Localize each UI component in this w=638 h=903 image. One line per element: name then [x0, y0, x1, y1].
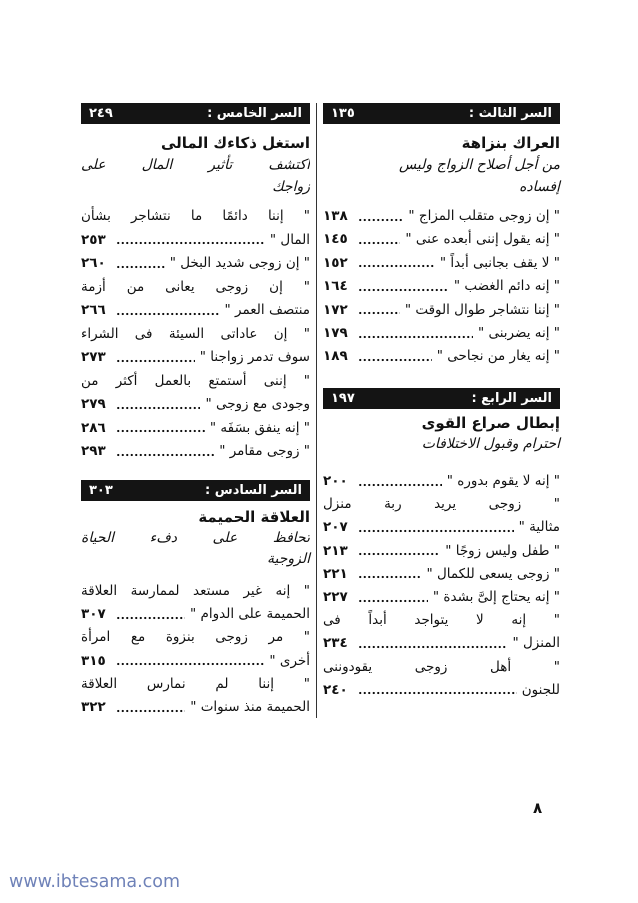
toc-entry: [323, 275, 560, 298]
toc-section: [323, 388, 560, 702]
dot-leader: [358, 258, 435, 268]
toc-entry: [81, 440, 310, 464]
toc-entry: [81, 580, 310, 626]
section-header-bar: [323, 388, 560, 409]
dot-leader: [116, 423, 205, 433]
toc-entry: [81, 370, 310, 417]
dot-leader: [116, 610, 185, 620]
entry-text-line: " مر زوجى بنزوة مع امرأة: [81, 629, 310, 646]
page-number: ٨: [533, 799, 543, 817]
dot-leader: [358, 235, 400, 245]
dot-leader: [358, 329, 473, 339]
toc-section: [81, 103, 310, 464]
section-subtitle-line: اكتشف تأثير المال على: [81, 157, 310, 173]
entry-text: " إن زوجى متقلب المزاج ": [408, 208, 560, 224]
entry-text: " إنه يحتاج إلىَّ بشدة ": [432, 588, 560, 605]
toc-entry: [81, 205, 310, 252]
section-header-page: ٢٤٩: [89, 106, 113, 121]
toc-entry: [323, 540, 560, 563]
toc-entries: [81, 580, 310, 719]
entry-page-number: ٢٨٦: [81, 419, 106, 436]
column-divider: [316, 103, 317, 718]
entry-text-line: " إن عاداتى السيئة فى الشراء: [81, 325, 310, 342]
dot-leader: [358, 593, 428, 603]
section-subtitle-line: من أجل أصلاح الزواج وليس: [399, 157, 560, 173]
section-header-page: ٣٠٣: [89, 483, 113, 498]
section-header-bar: [81, 103, 310, 124]
watermark-url: www.ibtesama.com: [9, 872, 181, 892]
entry-page-number: ٢٧٩: [81, 396, 106, 412]
entry-text: الحميمة منذ سنوات ": [190, 698, 310, 715]
entry-text: " إنه لا يقوم بدوره ": [446, 473, 560, 489]
section-header-label: السر الخامس :: [207, 106, 302, 121]
section-header-page: ١٣٥: [331, 106, 355, 121]
dot-leader: [358, 212, 403, 222]
section-header-bar: [323, 103, 560, 124]
section-title: العلاقة الحميمة: [198, 508, 310, 526]
entry-text: وجودى مع زوجى ": [205, 396, 310, 412]
toc-entry: [81, 252, 310, 276]
toc-entry: [323, 609, 560, 655]
entry-last-line: [323, 632, 560, 655]
dot-leader: [358, 546, 440, 556]
toc-entries: [81, 205, 310, 464]
entry-text-line: " إننا دائمًا ما نتشاجر بشأن: [81, 208, 310, 224]
entry-page-number: ٢٦٠: [81, 255, 106, 271]
section-header-label: السر الثالث :: [468, 106, 552, 121]
entry-last-line: [81, 650, 310, 673]
entry-page-number: ١٥٢: [323, 254, 348, 271]
entry-text: " إنه يضربنى ": [477, 324, 560, 341]
section-header-label: السر السادس :: [205, 483, 302, 498]
dot-leader: [116, 353, 195, 363]
toc-entry: [81, 673, 310, 719]
entry-page-number: ١٧٢: [323, 301, 348, 318]
entry-last-line: [323, 516, 560, 539]
dot-leader: [116, 447, 214, 457]
entry-page-number: ٢٠٧: [323, 519, 348, 536]
dot-leader: [358, 477, 442, 487]
section-subtitle-line: تحافظ على دفء الحياة: [81, 530, 310, 546]
entry-page-number: ٢١٣: [323, 542, 348, 559]
entry-page-number: ٢٧٣: [81, 349, 106, 365]
toc-entry: [81, 417, 310, 441]
entry-text-line: " إنه لا يتواجد أبداً فى: [323, 612, 560, 629]
entry-last-line: [81, 696, 310, 719]
entry-page-number: ٢٦٦: [81, 302, 106, 318]
entry-page-number: ٢٩٣: [81, 443, 106, 459]
entry-page-number: ٢٤٠: [323, 681, 348, 698]
entry-text-line: " إننا لم نمارس العلاقة: [81, 675, 310, 692]
entry-text-line: " أهل زوجى يقودوننى: [323, 658, 560, 675]
entry-text: " زوجى يسعى للكمال ": [426, 565, 560, 582]
entry-page-number: ١٧٩: [323, 324, 348, 341]
entry-last-line: [323, 679, 560, 702]
entry-text: " إن زوجى شديد البخل ": [169, 255, 310, 271]
entry-text: الحميمة على الدوام ": [190, 606, 310, 623]
dot-leader: [116, 306, 220, 316]
dot-leader: [116, 703, 185, 713]
section-subtitle-line: احترام وقبول الاختلافات: [421, 436, 560, 452]
section-title: العراك بنزاهة: [461, 134, 560, 152]
entry-page-number: ٣٢٢: [81, 698, 106, 715]
dot-leader: [358, 523, 514, 533]
dot-leader: [116, 656, 264, 666]
toc-entry: [323, 470, 560, 493]
entry-text-line: " إنه غير مستعد لممارسة العلاقة: [81, 583, 310, 599]
toc-section: [323, 103, 560, 369]
entry-page-number: ٣١٥: [81, 652, 106, 669]
dot-leader: [358, 569, 421, 579]
dot-leader: [358, 685, 517, 695]
entry-text: " إنه يغار من نجاحى ": [436, 348, 560, 365]
dot-leader: [116, 259, 165, 269]
entry-page-number: ٢٠٠: [323, 473, 348, 489]
entry-text-line: " زوجى يريد ربة منزل: [323, 496, 560, 513]
toc-entry: [323, 299, 560, 322]
entry-page-number: ٢٣٤: [323, 635, 348, 652]
entry-page-number: ٢٥٣: [81, 231, 106, 248]
entry-text: أخرى ": [269, 652, 310, 669]
entry-text: المنزل ": [512, 635, 560, 652]
entry-text: " طفل وليس زوجًا ": [445, 542, 560, 559]
entry-last-line: [81, 299, 310, 323]
entry-page-number: ١٤٥: [323, 231, 348, 248]
entry-text: " زوجى مقامر ": [219, 443, 310, 459]
toc-entries: [323, 205, 560, 369]
toc-entry: [323, 252, 560, 275]
entry-text-line: " إن زوجى يعانى من أزمة: [81, 278, 310, 295]
entry-text: " إنه يقول إننى أبعده عنى ": [405, 231, 560, 248]
section-subtitle-line: زواجك: [272, 179, 310, 195]
entry-text: " إنه ينفق بسَفَه ": [209, 419, 310, 436]
section-title: استغل ذكاءك المالى: [160, 134, 310, 152]
toc-section: [81, 480, 310, 719]
section-header-page: ١٩٧: [331, 391, 355, 406]
toc-entries: [323, 470, 560, 702]
entry-text: المال ": [269, 231, 310, 248]
toc-entry: [81, 276, 310, 323]
toc-entry: [323, 228, 560, 251]
dot-leader: [358, 639, 507, 649]
dot-leader: [116, 400, 200, 410]
toc-entry: [323, 493, 560, 539]
toc-entry: [323, 563, 560, 586]
entry-page-number: ٣٠٧: [81, 606, 106, 623]
toc-entry: [323, 205, 560, 228]
entry-last-line: [81, 393, 310, 417]
entry-page-number: ٢٢٧: [323, 588, 348, 605]
entry-text: مثالية ": [518, 519, 560, 536]
toc-entry: [323, 322, 560, 345]
entry-text: " إنه دائم الغضب ": [453, 278, 560, 295]
dot-leader: [116, 235, 265, 245]
section-header-label: السر الرابع :: [471, 391, 552, 406]
entry-page-number: ١٨٩: [323, 348, 348, 365]
entry-page-number: ٢٢١: [323, 565, 348, 582]
entry-text: سوف تدمر زواجنا ": [199, 349, 310, 365]
entry-page-number: ١٣٨: [323, 208, 348, 224]
toc-entry: [323, 656, 560, 702]
entry-page-number: ١٦٤: [323, 278, 348, 295]
toc-entry: [323, 345, 560, 368]
toc-entry: [81, 323, 310, 370]
section-subtitle-line: الزوجية: [266, 551, 310, 567]
entry-last-line: [81, 603, 310, 626]
entry-text-line: " إننى أستمتع بالعمل أكثر من: [81, 372, 310, 389]
dot-leader: [358, 352, 432, 362]
entry-text: منتصف العمر ": [224, 302, 310, 318]
dot-leader: [358, 305, 400, 315]
entry-text: " لا يقف بجانبى أبداً ": [439, 254, 560, 271]
entry-text: للجنون: [521, 681, 560, 698]
entry-last-line: [81, 229, 310, 253]
section-title: إبطال صراع القوى: [421, 414, 560, 432]
dot-leader: [358, 282, 449, 292]
section-subtitle-line: إفساده: [519, 179, 560, 195]
toc-entry: [81, 626, 310, 672]
entry-last-line: [81, 346, 310, 370]
toc-entry: [323, 586, 560, 609]
entry-text: " إننا نتشاجر طوال الوقت ": [404, 301, 560, 318]
section-header-bar: [81, 480, 310, 501]
